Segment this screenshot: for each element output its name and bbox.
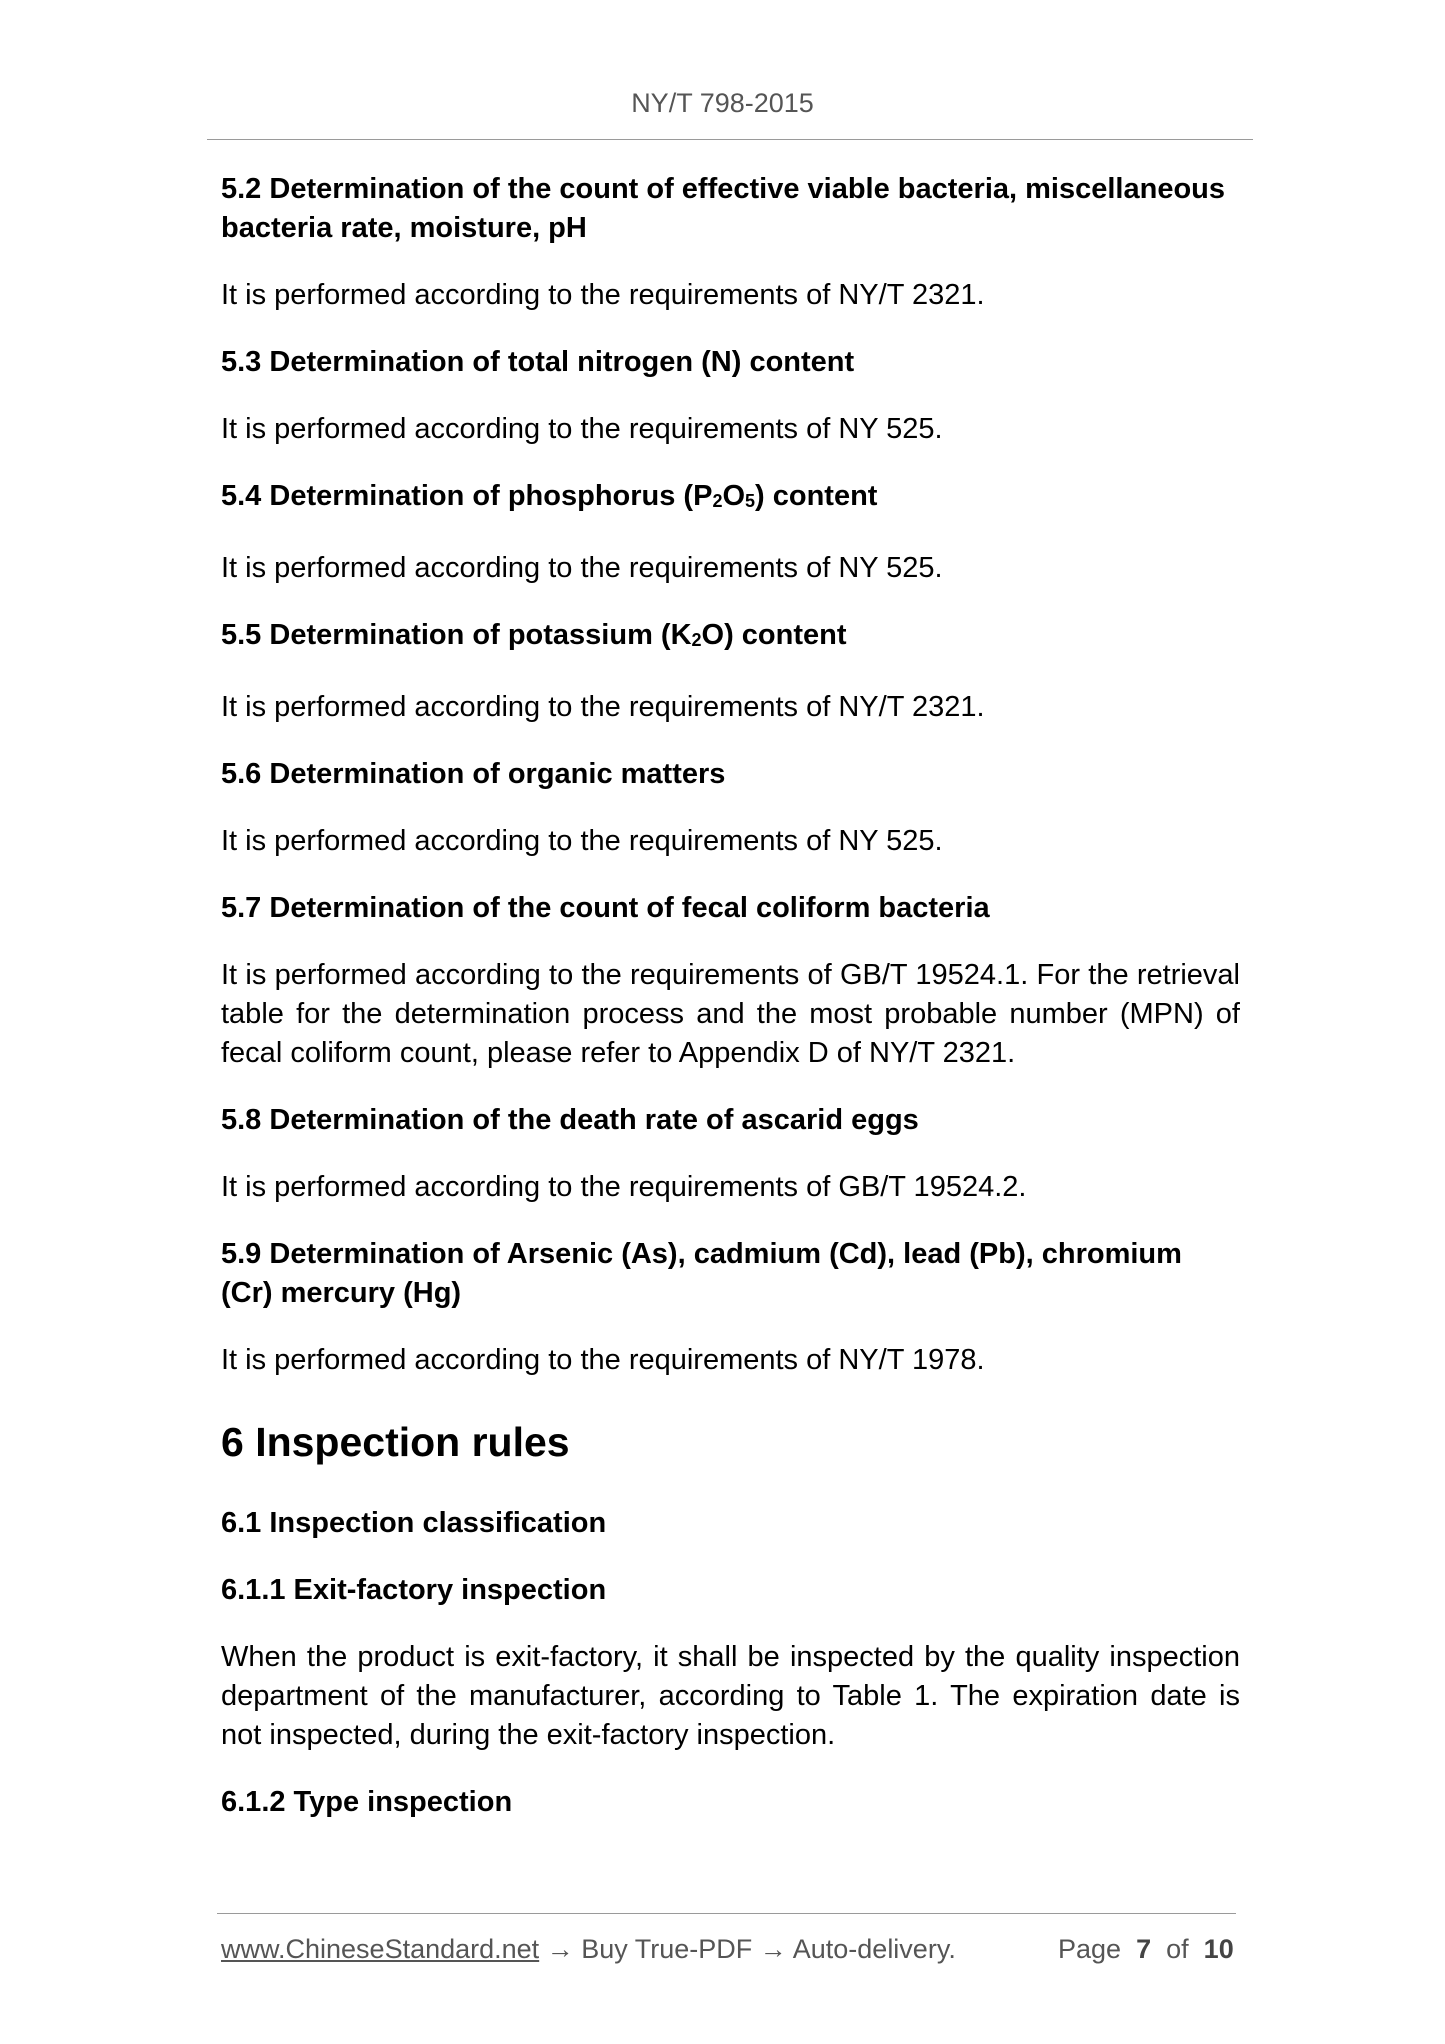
footer-divider	[217, 1913, 1236, 1914]
section-5-4-subscript-2: 2	[712, 491, 723, 511]
section-6-1-2-title: 6.1.2 Type inspection	[221, 1786, 513, 1818]
footer-website-link[interactable]: www.ChineseStandard.net	[221, 1934, 540, 1964]
section-5-5-body: It is performed according to the requirements of NY/T 2321.	[221, 691, 985, 723]
document-body	[221, 170, 1240, 1850]
section-5-2-body: It is performed according to the requirements of NY/T 2321.	[221, 279, 985, 311]
section-5-5-title	[221, 616, 1240, 660]
footer-page-indicator	[1058, 1934, 1234, 1965]
section-5-4-title	[221, 477, 1240, 521]
section-5-8-title: 5.8 Determination of the death rate of ascarid eggs	[221, 1104, 919, 1136]
section-6-1-title: 6.1 Inspection classification	[221, 1507, 607, 1539]
section-5-3-title: 5.3 Determination of total nitrogen (N) content	[221, 346, 855, 378]
section-5-2-title: 5.2 Determination of the count of effective viable bacteria, miscellaneous bacteria rate, moisture, pH	[221, 173, 1226, 244]
section-5-4-title-pre: 5.4 Determination of phosphorus (P	[221, 480, 713, 512]
section-5-3-body: It is performed according to the requirements of NY 525.	[221, 413, 943, 445]
section-5-7-body: It is performed according to the requirements of GB/T 19524.1. For the retrieval table for the determination process and the most probable number (MPN) of fecal coliform count, please refer to Appendix D of NY/T 2321.	[221, 959, 1240, 1069]
section-6-1-1-body: When the product is exit-factory, it shall be inspected by the quality inspection department of the manufacturer, according to Table 1. The expiration date is not inspected, during the exit-factory inspection.	[221, 1641, 1240, 1751]
section-5-4-subscript-5: 5	[745, 491, 756, 511]
section-5-5-subscript-2: 2	[691, 630, 702, 650]
footer-promo	[221, 1934, 956, 1965]
section-5-7-title: 5.7 Determination of the count of fecal coliform bacteria	[221, 892, 990, 924]
section-5-6-body: It is performed according to the requirements of NY 525.	[221, 825, 943, 857]
section-5-6-title: 5.6 Determination of organic matters	[221, 758, 726, 790]
footer-promo-text: → Buy True-PDF → Auto-delivery.	[539, 1934, 956, 1964]
section-5-4-title-post: ) content	[755, 480, 878, 512]
header-standard-code: NY/T 798-2015	[631, 88, 814, 118]
section-5-4-body: It is performed according to the requirements of NY 525.	[221, 552, 943, 584]
section-5-9-body: It is performed according to the requirements of NY/T 1978.	[221, 1344, 985, 1376]
section-5-5-title-pre: 5.5 Determination of potassium (K	[221, 619, 692, 651]
section-5-9-title: 5.9 Determination of Arsenic (As), cadmium (Cd), lead (Pb), chromium (Cr) mercury (Hg)	[221, 1238, 1182, 1309]
section-5-5-title-post: O) content	[701, 619, 847, 651]
section-5-4-title-mid: O	[722, 480, 746, 512]
footer-of-word: of	[1166, 1934, 1189, 1964]
footer-page-number: 7	[1136, 1934, 1152, 1964]
section-5-8-body: It is performed according to the requirements of GB/T 19524.2.	[221, 1171, 1027, 1203]
footer-page-total: 10	[1203, 1934, 1234, 1964]
footer-page-word: Page	[1058, 1934, 1122, 1964]
chapter-6-title: 6 Inspection rules	[221, 1419, 570, 1465]
section-6-1-1-title: 6.1.1 Exit-factory inspection	[221, 1574, 607, 1606]
header-divider	[207, 139, 1253, 140]
